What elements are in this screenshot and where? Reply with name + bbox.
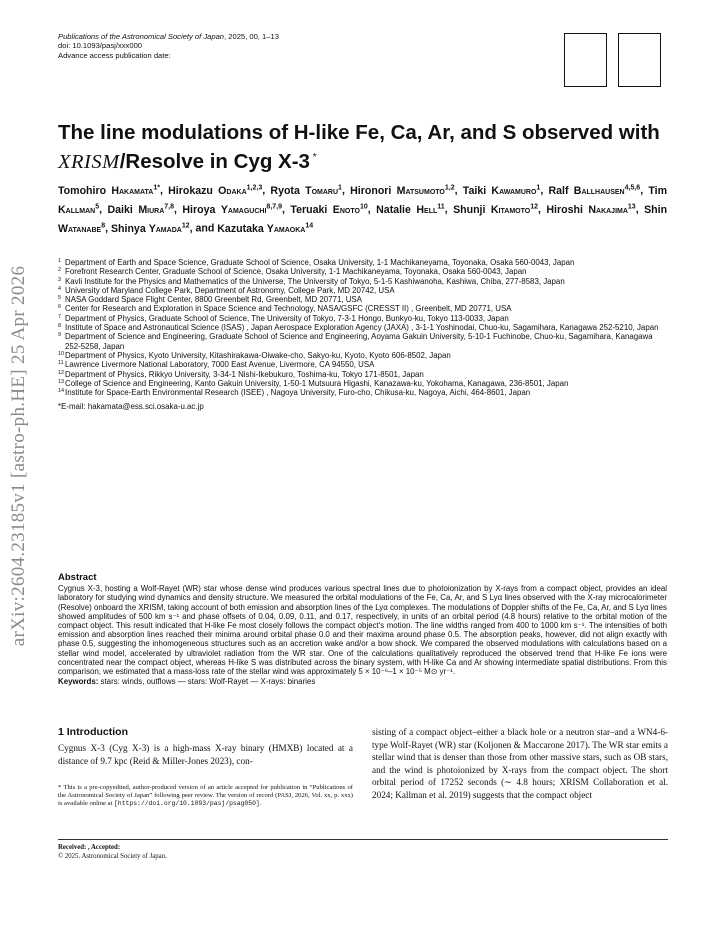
- author-first-name: Hirokazu: [168, 184, 213, 197]
- author-affiliation-mark: 1,2: [444, 184, 455, 191]
- affiliation-item: [58, 370, 667, 379]
- affiliation-item: [58, 351, 667, 360]
- affiliation-text: Department of Science and Engineering, Graduate School of Science and Engineering, Aoyama Gakuin University, 5-10-1 Fuchinobe, Chuo-ku, Sagamihara, Kanagawa 252-5258, Japan: [65, 332, 653, 351]
- author-affiliation-mark: 1*: [153, 184, 160, 191]
- author-name: [546, 204, 635, 216]
- affiliation-text: Kavli Institute for the Physics and Mathematics of the Universe, The University of Tokyo, 5-1-5 Kashiwanoha, Kashiwa, Chiba, 277-8583, Japan: [65, 276, 565, 286]
- arxiv-stamp: [9, 236, 29, 676]
- author-name: [270, 185, 342, 197]
- affiliation-list: [58, 258, 667, 412]
- author-last-name: Enoto: [332, 203, 360, 216]
- abstract-text: Cygnus X-3, hosting a Wolf-Rayet (WR) star whose dense wind produces various spectral lines due to photoionization by X-rays from a compact object, provides an ideal laboratory for studying wind dynamics and density structure. We measured the orbital modulations of the Fe, Ca, Ar, and S Lyα lines observed with the X-ray microcalorimeter (Resolve) onboard the XRISM, taking account of both emission and absorption lines of the Lyα complexes. The modulations of Doppler shifts of the Fe, Ca, Ar, and S Lyα lines showed amplitudes of 500 km s⁻¹ and phase offsets of 0.04, 0.09, 0.11, and 0.17, respectively, in units of an orbital period (4.8 hours) relative to the orbital motion of the compact object. This result indicated that H-like Fe most closely follows the compact object's motion. The line widths ranged from 400 to 1000 km s⁻¹. The intensities of both emission and absorption lines reached their minima around orbital phase 0.0 and their maxima around phase 0.5. The absorption peaks, however, did not align exactly with phase 0.5, suggesting the inhomogeneous structures such as an accretion wake and/or a bow shock. We compared the observed modulations with calculations based on a stellar wind model, accelerated by ultraviolet radiation from the WR star. One of the calculations qualitatively reproduced the observed trend that H-like Fe ions were concentrated near the compact object, whereas H-like S was distributed across the binary system, with H-like Ca and Ar showing intermediate spatial distributions. From this comparison, we estimated that a mass-loss rate of the stellar wind was approximately 5 × 10⁻⁶–1 × 10⁻⁵ M⊙ yr⁻¹.: [58, 584, 667, 677]
- author-affiliation-mark: 12: [181, 222, 190, 230]
- logo-box-left: [564, 33, 607, 87]
- author-last-name: Kawamuro: [491, 184, 537, 197]
- author-first-name: Shunji: [453, 203, 486, 216]
- author-first-name: Hiroshi: [546, 203, 583, 216]
- contact-email[interactable]: *E-mail: hakamata@ess.sci.osaka-u.ac.jp: [58, 402, 204, 412]
- author-last-name: Yamaoka: [266, 222, 306, 235]
- author-affiliation-mark: 14: [305, 222, 314, 230]
- author-last-name: Odaka: [218, 184, 247, 197]
- affiliation-number: 5: [58, 295, 61, 302]
- affiliation-text: Center for Research and Exploration in Space Science and Technology, NASA/GSFC (CRESST II) , Greenbelt, MD 20771, USA: [65, 304, 512, 314]
- author-affiliation-mark: 1,2,3: [246, 184, 263, 191]
- abstract-heading: Abstract: [58, 572, 97, 583]
- affiliation-item: [58, 267, 667, 276]
- affiliation-item: [58, 295, 667, 304]
- author-name: [58, 185, 160, 197]
- affiliation-item: [58, 314, 667, 323]
- author-affiliation-mark: 7,8: [164, 203, 174, 211]
- title-text-end: /Resolve in Cyg X-3: [119, 149, 310, 173]
- journal-volume: , 2025, 00, 1–13: [224, 32, 279, 41]
- access-date-line: Advance access publication date:: [58, 50, 171, 60]
- journal-name: Publications of the Astronomical Society of Japan: [58, 32, 225, 41]
- journal-header: [58, 32, 478, 60]
- author-affiliation-mark: 8: [101, 222, 106, 230]
- author-first-name: Tomohiro: [58, 184, 107, 197]
- keywords-line: [58, 677, 667, 686]
- affiliation-number: 3: [58, 276, 61, 283]
- author-first-name: Shinya: [110, 222, 146, 235]
- author-affiliation-mark: 4,5,6: [624, 184, 641, 191]
- author-last-name: Yamaguchi: [220, 203, 267, 216]
- affiliation-item: [58, 286, 667, 295]
- affiliation-number: 11: [58, 360, 64, 367]
- footnote-end: .: [259, 800, 262, 807]
- title-math-xrism: XRISM: [58, 150, 120, 173]
- page-footer: [58, 843, 167, 861]
- affiliation-item: [58, 304, 667, 313]
- author-affiliation-mark: 1: [338, 184, 342, 191]
- author-first-name: Ralf: [548, 184, 569, 197]
- affiliation-number: 9: [58, 332, 61, 339]
- keywords-label: Keywords:: [58, 677, 99, 687]
- affiliation-number: 2: [58, 267, 61, 274]
- author-first-name: Teruaki: [290, 203, 328, 216]
- footnote-doi-link[interactable]: [https://doi.org/10.1093/pasj/psag050]: [114, 800, 260, 807]
- author-affiliation-mark: 5: [95, 203, 100, 211]
- affiliation-number: 7: [58, 313, 61, 320]
- affiliation-item: [58, 360, 667, 369]
- affiliation-number: 13: [58, 378, 64, 385]
- author-first-name: Shin: [644, 203, 668, 216]
- author-last-name: Tomaru: [305, 184, 339, 197]
- affiliation-text: Department of Earth and Space Science, Graduate School of Science, Osaka University, 1-1 Machikaneyama, Toyonaka, Osaka 560-0043, Japan: [65, 258, 575, 267]
- affiliation-text: Department of Physics, Graduate School of Science, The University of Tokyo, 7-3-1 Hongo, Bunkyo-ku, Tokyo 113-0033, Japan: [65, 313, 509, 323]
- paper-title: [58, 120, 678, 175]
- author-affiliation-mark: 8,7,9: [266, 203, 282, 211]
- affiliation-number: 12: [58, 369, 64, 376]
- affiliation-text: Department of Physics, Rikkyo University, 3-34-1 Nishi-Ikebukuro, Toshima-ku, Tokyo 171-8501, Japan: [65, 369, 424, 379]
- affiliation-text: Lawrence Livermore National Laboratory, 7000 East Avenue, Livermore, CA 94550, USA: [65, 360, 375, 370]
- affiliation-number: 8: [58, 323, 61, 330]
- affiliation-number: 10: [58, 350, 64, 357]
- abstract-section: [58, 573, 667, 686]
- author-name: [463, 185, 541, 197]
- affiliation-item: [58, 388, 667, 397]
- author-affiliation-mark: 12: [530, 203, 538, 211]
- author-last-name: Hakamata: [111, 184, 154, 197]
- affiliation-text: Institute of Space and Astronautical Science (ISAS) , Japan Aerospace Exploration Agency (JAXA) , 3-1-1 Yoshinodai, Chuo-ku, Sagamihara, Kanagawa 252-5210, Japan: [65, 323, 659, 333]
- doi-line[interactable]: doi: 10.1093/pasj/xxx000: [58, 41, 143, 51]
- title-text-start: The line modulations of H-like Fe, Ca, Ar, and S observed with: [58, 121, 660, 144]
- author-affiliation-mark: 10: [359, 203, 368, 211]
- author-name: [350, 185, 454, 197]
- author-first-name: Ryota: [270, 184, 300, 197]
- author-name: [111, 223, 190, 235]
- affiliation-text: NASA Goddard Space Flight Center, 8800 Greenbelt Rd, Greenbelt, MD 20771, USA: [65, 295, 362, 305]
- arxiv-id[interactable]: arXiv:2604.23185v1 [astro-ph.HE] 25 Apr 2026: [8, 265, 29, 647]
- author-last-name: Yamada: [148, 222, 182, 235]
- author-name: [376, 204, 445, 216]
- author-last-name: Hell: [416, 203, 438, 216]
- affiliation-number: 1: [58, 258, 61, 264]
- affiliation-text: Forefront Research Center, Graduate School of Science, Osaka University, 1-1 Machikaneyama, Toyonaka, Osaka 560-0043, Japan: [65, 267, 527, 277]
- title-footnote: [58, 784, 353, 808]
- author-last-name: Matsumoto: [396, 184, 445, 197]
- author-first-name: Kazutaka: [217, 222, 264, 235]
- author-name: [182, 204, 282, 216]
- title-footnote-mark[interactable]: *: [309, 152, 317, 163]
- author-last-name: Ballhausen: [573, 184, 625, 197]
- footnote-text: * This is a pre-copyedited, author-produced version of an article accepted for publication in “Publications of the Astronomical Society of Japan” following peer review. The version of record (PASJ, 2026, Vol. xx, p. xxx) is available online at: [58, 784, 353, 807]
- affiliation-number: 6: [58, 304, 61, 311]
- author-first-name: Daiki: [107, 203, 133, 216]
- author-name: [108, 204, 174, 216]
- author-name: [217, 223, 313, 235]
- affiliation-number: 14: [58, 388, 64, 395]
- copyright-line: © 2025. Astronomical Society of Japan.: [58, 853, 167, 860]
- author-affiliation-mark: 13: [627, 203, 636, 211]
- footer-divider: [58, 839, 668, 840]
- author-first-name: Hiroya: [182, 203, 216, 216]
- author-name: [290, 204, 367, 216]
- affiliation-text: College of Science and Engineering, Kanto Gakuin University, 1-50-1 Mutsuura Higashi, Kanazawa-ku, Yokohama, Kanagawa, 236-8501, Japan: [65, 378, 569, 388]
- author-list: Tomohiro Hakamata$^{1*}$, Hirokazu Odaka$^{1,2,3}$, Ryota Tomaru$^1$, Hironori Matsumoto$^{1,2}$, Taiki Kawamuro$^1$, Ralf Ballhausen$^{4,5,6}$, Tim Kallman$^5$, Daiki Miura$^{7,8}$, Hiroya Yamaguchi$^{8,7,9}$, Teruaki Enoto$^{10}$, Natalie Hell$^{11}$, Shunji Kitamoto$^{12}$, Hiroshi Nakajima$^{13}$, Shin Watanabe$^8$, Shinya Yamada$^{12}$, and Kazutaka Yamaoka$^{14}$: [58, 184, 668, 235]
- author-first-name: Hironori: [350, 184, 392, 197]
- affiliation-text: University of Maryland College Park, Department of Astronomy, College Park, MD 20742, USA: [65, 285, 395, 295]
- author-first-name: Tim: [648, 184, 668, 197]
- keywords-text: stars: winds, outflows — stars: Wolf-Rayet — X-rays: binaries: [100, 677, 316, 687]
- author-name: [168, 185, 262, 197]
- intro-column-right: sisting of a compact object–either a black hole or a neutron star–and a WN4-6-type Wolf-Rayet (WR) star (Koljonen & Maccarone 2017). The WR star emits a stellar wind that is denser than those from other massive stars, such as OB stars, and the wind is photoionized by X-rays from the compact object. The short orbital period of 17252 seconds (∼ 4.8 hours; XRISM Collaboration et al. 2024; Kallman et al. 2019) suggests that the compact object: [372, 727, 668, 800]
- intro-column-left: Cygnus X-3 (Cyg X-3) is a high-mass X-ray binary (HMXB) located at a distance of 9.7 kpc (Reid & Miller-Jones 2023), con-: [58, 743, 353, 766]
- author-last-name: Miura: [138, 203, 165, 216]
- author-last-name: Nakajima: [588, 203, 628, 216]
- affiliation-text: Department of Physics, Kyoto University, Kitashirakawa-Oiwake-cho, Sakyo-ku, Kyoto, Kyoto 606-8502, Japan: [65, 350, 451, 360]
- affiliation-item: [58, 277, 667, 286]
- author-last-name: Kitamoto: [490, 203, 531, 216]
- affiliation-item: [58, 379, 667, 388]
- journal-citation: [58, 32, 478, 41]
- affiliation-item: [58, 323, 667, 332]
- affiliation-item: [58, 332, 667, 351]
- affiliation-number: 4: [58, 285, 61, 292]
- section-heading-introduction: 1 Introduction: [58, 726, 128, 738]
- logo-box-right: [618, 33, 661, 87]
- author-last-name: Watanabe: [58, 222, 102, 235]
- author-affiliation-mark: 1: [536, 184, 541, 191]
- author-first-name: Taiki: [462, 184, 487, 197]
- affiliation-item: [58, 258, 667, 267]
- author-name: [549, 185, 641, 197]
- affiliation-text: Institute for Space-Earth Environmental Research (ISEE) , Nagoya University, Furo-cho, Chikusa-ku, Nagoya, Aichi, 464-8601, Japan: [65, 388, 531, 398]
- author-first-name: Natalie: [376, 203, 411, 216]
- affiliation-items: [58, 258, 667, 397]
- author-last-name: Kallman: [58, 203, 96, 216]
- author-affiliation-mark: 11: [437, 203, 445, 211]
- author-name: [453, 204, 538, 216]
- received-accepted-line: Received: , Accepted:: [58, 844, 121, 851]
